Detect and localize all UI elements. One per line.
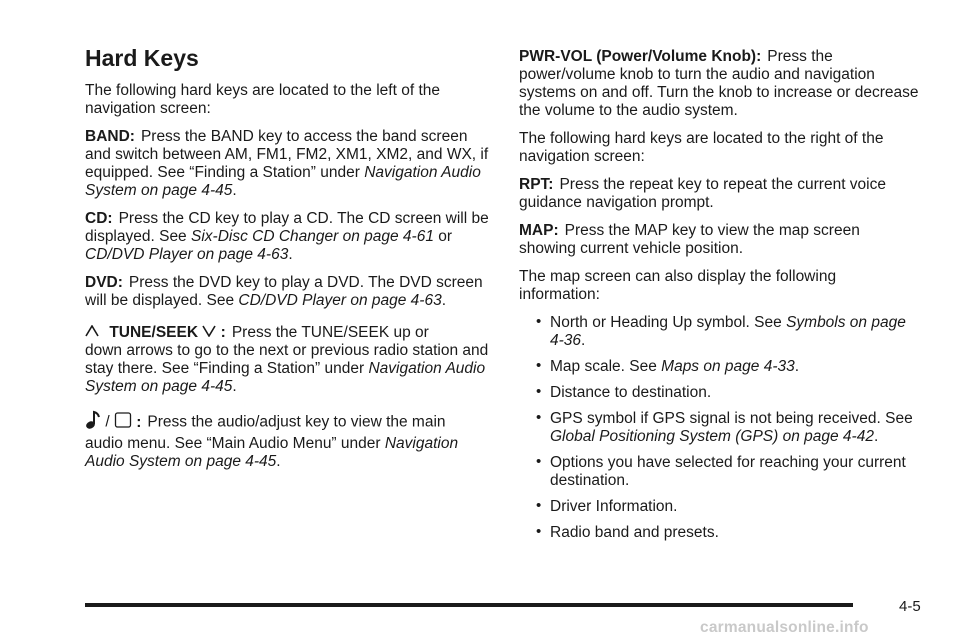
intro-paragraph: The following hard keys are located to the left of the navigation screen: <box>85 82 440 117</box>
list-item <box>519 498 919 516</box>
dvd-end: . <box>441 292 447 309</box>
audio-colon: : <box>136 413 142 431</box>
tune-text-2: down arrows to go to the next or previous radio station and stay there. See “Finding a Station” under <box>85 342 489 378</box>
bullet-text: Map scale. See <box>550 358 662 375</box>
audio-text-1: Press the audio/adjust key to view the main <box>147 413 446 431</box>
right-intro-paragraph: The following hard keys are located to the right of the navigation screen: <box>519 130 884 165</box>
map-paragraph <box>519 222 919 258</box>
list-item <box>519 358 919 376</box>
map-info-list <box>519 314 919 542</box>
tune-paragraph <box>85 324 495 396</box>
footer-rule <box>85 603 853 607</box>
bullet-reference: Maps on page 4-33 <box>661 358 795 375</box>
cd-key-label: CD: <box>85 210 113 227</box>
band-text: Press the BAND key to access the band screen and switch between AM, FM1, FM2, XM1, XM2, and WX, if equipped. See “Finding a Station” under <box>85 128 489 181</box>
bullet-text: Radio band and presets. <box>550 524 719 541</box>
tune-colon: : <box>220 324 226 342</box>
cd-text: Press the CD key to play a CD. The CD screen will be displayed. See <box>85 210 489 245</box>
audio-slash: / <box>105 413 110 431</box>
cd-or: or <box>438 228 453 245</box>
tune-text-1: Press the TUNE/SEEK up or <box>231 324 429 342</box>
map-info-intro: The map screen can also display the following information: <box>519 268 837 303</box>
right-column <box>519 48 919 550</box>
band-reference: Navigation Audio System on page 4-45 <box>85 164 481 199</box>
up-chevron-icon <box>85 324 99 342</box>
tune-reference: Navigation Audio System on page 4-45 <box>85 360 486 396</box>
band-paragraph <box>85 128 495 200</box>
pwr-paragraph <box>519 48 919 120</box>
bullet-text: Driver Information. <box>550 498 678 515</box>
pwr-key-label: PWR-VOL (Power/Volume Knob): <box>519 48 762 65</box>
audio-paragraph <box>85 410 495 471</box>
adjust-key-icon <box>114 411 132 434</box>
bullet-reference: Symbols on page 4-36 <box>550 314 906 349</box>
list-item <box>519 410 919 446</box>
list-item <box>519 524 919 542</box>
pwr-text: Press the power/volume knob to turn the audio and navigation systems on and off. Turn the knob to increase or decrease the volume to the audio system. <box>519 48 919 119</box>
page-heading: Hard Keys <box>85 45 199 71</box>
cd-reference-2: CD/DVD Player on page 4-63 <box>85 246 289 263</box>
cd-end: . <box>288 246 293 263</box>
rpt-key-label: RPT: <box>519 176 554 193</box>
rpt-text: Press the repeat key to repeat the current voice guidance navigation prompt. <box>519 176 886 211</box>
bullet-text: Options you have selected for reaching your current destination. <box>550 454 906 489</box>
band-end: . <box>232 182 237 199</box>
list-item <box>519 454 919 490</box>
down-chevron-icon <box>202 324 216 342</box>
audio-reference: Navigation Audio System on page 4-45 <box>85 435 459 471</box>
watermark: carmanualsonline.info <box>700 619 869 636</box>
bullet-end: . <box>581 332 586 349</box>
left-column <box>85 82 495 481</box>
bullet-text: Distance to destination. <box>550 384 712 401</box>
list-item <box>519 314 919 350</box>
rpt-paragraph <box>519 176 919 212</box>
cd-reference-1: Six-Disc CD Changer on page 4-61 <box>191 228 434 245</box>
bullet-text: GPS symbol if GPS signal is not being received. See <box>550 410 913 427</box>
tune-end: . <box>232 378 237 396</box>
page-number: 4-5 <box>899 598 921 615</box>
bullet-reference: Global Positioning System (GPS) on page 4-42 <box>550 428 874 445</box>
audio-end: . <box>276 453 281 471</box>
dvd-paragraph <box>85 274 495 310</box>
dvd-reference: CD/DVD Player on page 4-63 <box>238 292 442 309</box>
dvd-text: Press the DVD key to play a DVD. The DVD screen will be displayed. See <box>85 274 483 309</box>
bullet-end: . <box>794 358 800 375</box>
audio-text-2: audio menu. See “Main Audio Menu” under <box>85 435 381 453</box>
band-key-label: BAND: <box>85 128 135 145</box>
list-item <box>519 384 919 402</box>
map-key-label: MAP: <box>519 222 559 239</box>
dvd-key-label: DVD: <box>85 274 123 291</box>
map-text: Press the MAP key to view the map screen showing current vehicle position. <box>519 222 860 257</box>
music-note-icon <box>85 410 101 435</box>
cd-paragraph <box>85 210 495 264</box>
tune-key-label: TUNE/SEEK <box>109 324 199 342</box>
bullet-end: . <box>873 428 879 445</box>
bullet-text: North or Heading Up symbol. See <box>550 314 787 331</box>
